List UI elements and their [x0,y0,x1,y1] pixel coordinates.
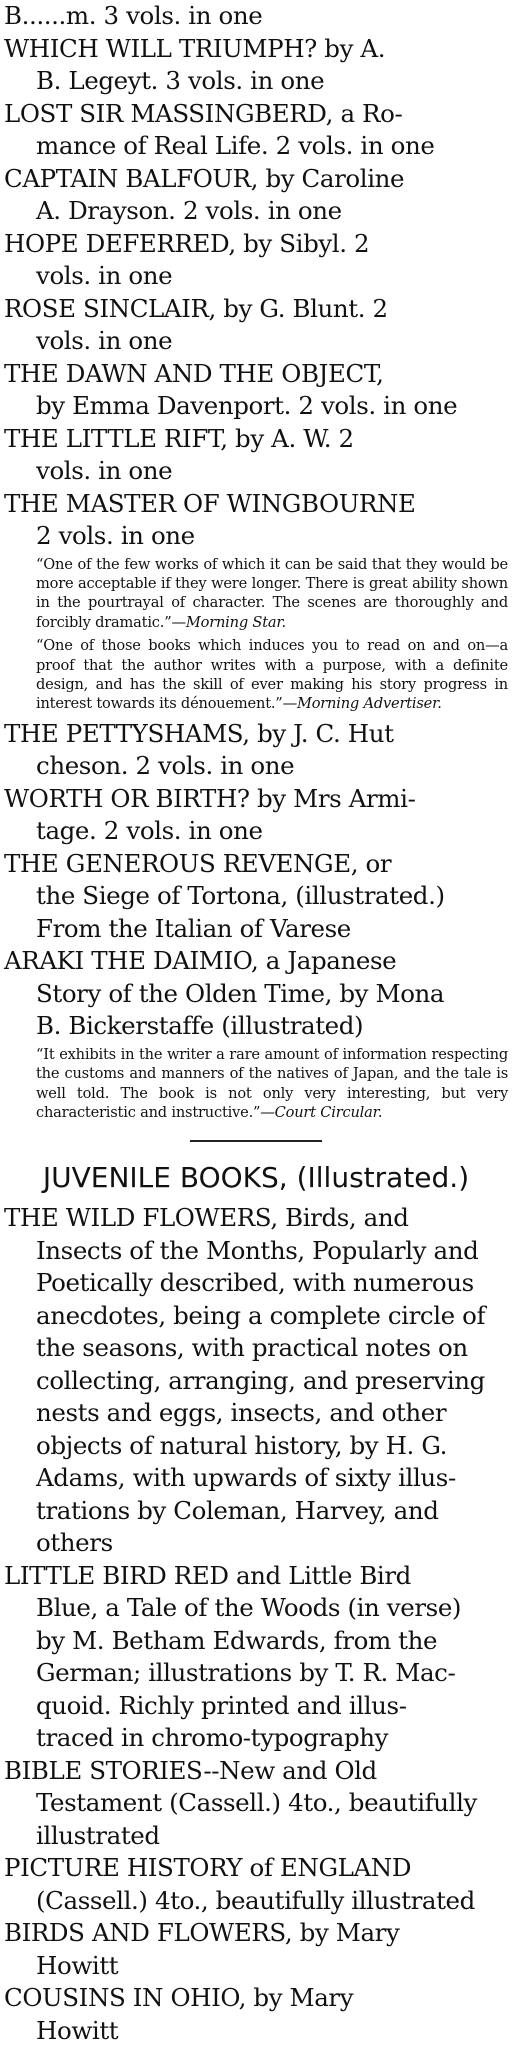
book-entry [4,33,508,98]
book-title-line: WHICH WILL TRIUMPH? by A. [4,33,386,63]
book-title-line: ARAKI THE DAIMIO, a Japanese [4,946,397,976]
book-title-line: THE GENEROUS REVENGE, or [4,848,392,878]
book-entry [4,0,508,33]
book-details: vols. in one [36,261,173,290]
book-title-line: ROSE SINCLAIR, by G. Blunt. 2 [4,293,388,323]
book-details: Testament (Cassell.) 4to., beautifully illustrated [36,1788,477,1850]
book-entry [4,1852,508,1917]
section-title: JUVENILE BOOKS, (Illustrated.) [42,1161,470,1195]
quote-source: —Court Circular. [260,1103,383,1121]
book-entry [4,358,508,423]
book-title-line: BIRDS AND FLOWERS, by Mary [4,1918,400,1948]
book-entry [4,98,508,163]
book-entry [4,718,508,783]
quote-source: —Morning Star. [171,613,286,631]
book-entry [4,945,508,1122]
book-title-line: HOPE DEFERRED, by Sibyl. 2 [4,228,370,258]
book-entry [4,423,508,488]
book-entry [4,1560,508,1755]
book-details: the Siege of Tortona, (illustrated.) From the Italian of Varese [36,881,445,943]
book-title-line: THE LITTLE RIFT, by A. W. 2 [4,423,354,453]
book-entry [4,488,508,714]
book-entry [4,783,508,848]
book-title-line: B......m. 3 vols. in one [4,1,263,30]
book-details: (Cassell.) 4to., beautifully illustrated [36,1885,475,1915]
book-entry [4,163,508,228]
book-list-juvenile [4,1202,508,2047]
book-list-top [4,0,508,1122]
book-details: Insects of the Months, Popularly and Poetically described, with numerous anecdotes, being a complete circle of the seasons, with practical notes on collecting, arranging, and preserving nests and eggs, insects, and other objects of natural history, by H. G. Adams, with upwards of sixty illus- trations by Coleman, Harvey, and others [36,1235,486,1558]
book-details: vols. in one [36,326,173,355]
book-details: mance of Real Life. 2 vols. in one [36,131,435,160]
book-details: by Emma Davenport. 2 vols. in one [36,391,458,420]
book-details: A. Drayson. 2 vols. in one [36,196,342,225]
book-entry [4,1755,508,1853]
book-entry [4,1917,508,1982]
book-details: Blue, a Tale of the Woods (in verse) by M. Betham Edwards, from the German; illustrations by T. R. Mac- quoid. Richly printed and illus- traced in chromo-typography [36,1593,462,1753]
book-entry [4,1982,508,2047]
book-entry [4,293,508,358]
book-details: tage. 2 vols. in one [36,816,263,846]
book-details: Howitt [36,1950,119,1980]
press-quote [4,555,508,633]
book-details: Story of the Olden Time, by Mona B. Bickerstaffe (illustrated) [36,978,445,1041]
book-title-line: THE DAWN AND THE OBJECT, [4,358,384,388]
book-title-line: LITTLE BIRD RED and Little Bird [4,1560,411,1590]
book-title-line: COUSINS IN OHIO, by Mary [4,1983,354,2013]
book-details: 2 vols. in one [36,521,195,550]
book-title-line: LOST SIR MASSINGBERD, a Ro- [4,98,403,128]
section-divider [190,1140,322,1142]
book-details: vols. in one [36,456,173,485]
book-details: B. Legeyt. 3 vols. in one [36,66,325,95]
press-quote [4,636,508,714]
quote-text: “One of the few works of which it can be said that they would be more acceptable if they were longer. There is great ability shown in the pourtrayal of character. The scenes are thoroughly and forcibly dramatic.” [36,555,508,631]
quote-text: “It exhibits in the writer a rare amount of information respecting the customs and manners of the natives of Japan, and the tale is well told. The book is not only very interesting, but very characteristic and instructive.” [36,1045,508,1121]
quote-text: “One of those books which induces you to read on and on—a proof that the author writes with a purpose, with a definite design, and has the skill of ever making his story progress in interest towards its dénouement.” [36,637,508,713]
book-title-line: WORTH OR BIRTH? by Mrs Armi- [4,783,416,813]
book-title-line: BIBLE STORIES--New and Old [4,1755,377,1785]
book-title-line: THE PETTYSHAMS, by J. C. Hut [4,718,394,748]
book-entry [4,1202,508,1560]
book-title-line: THE MASTER OF WINGBOURNE [4,488,416,518]
book-title-line: THE WILD FLOWERS, Birds, and [4,1203,409,1233]
book-entry [4,848,508,946]
book-details: cheson. 2 vols. in one [36,751,295,781]
book-details: Howitt [36,2015,119,2045]
press-quote [4,1045,508,1123]
quote-source: —Morning Advertiser. [282,695,442,713]
book-title-line: CAPTAIN BALFOUR, by Caroline [4,163,405,193]
book-entry [4,228,508,293]
book-title-line: PICTURE HISTORY of ENGLAND [4,1853,412,1883]
